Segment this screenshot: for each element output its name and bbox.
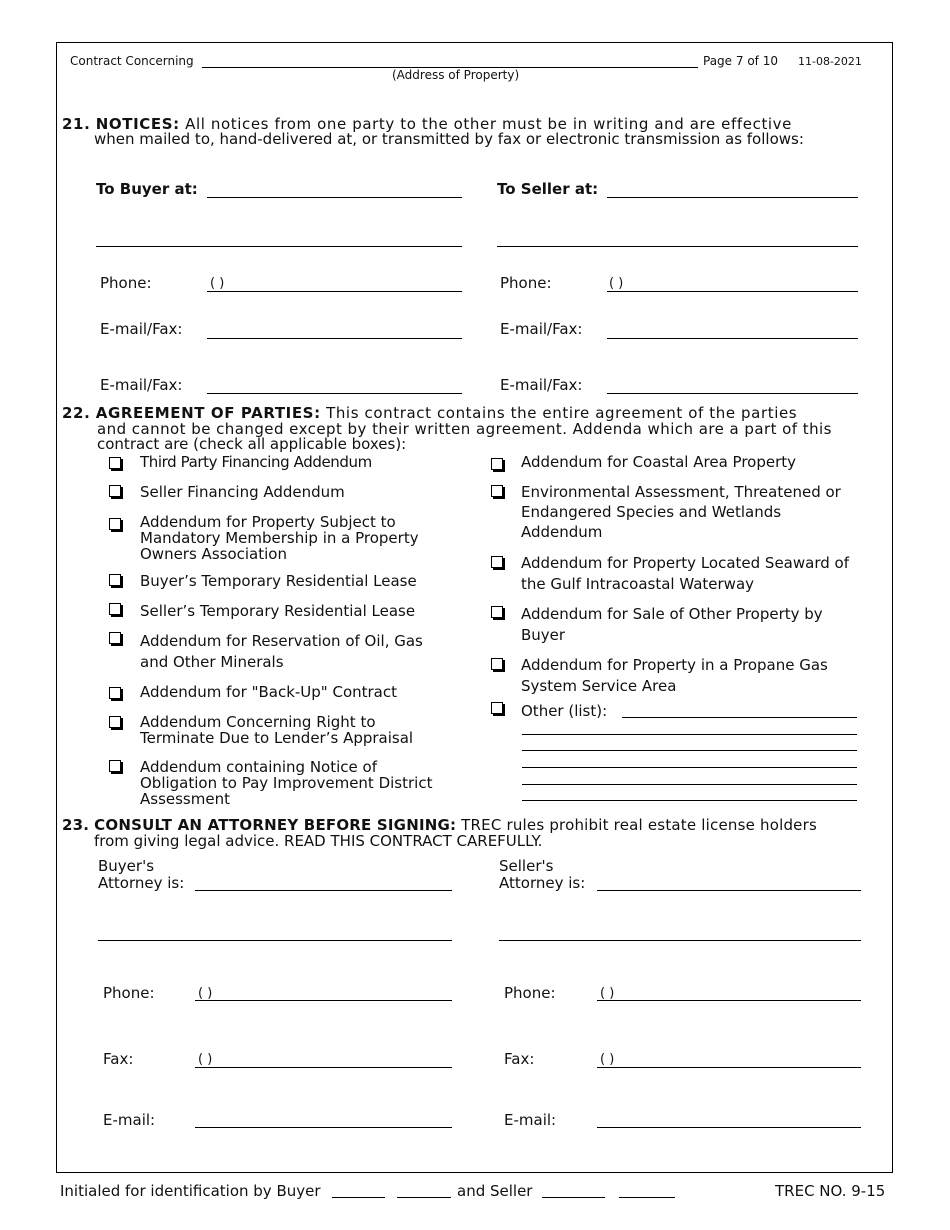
buyer-phone-paren: ( ) xyxy=(210,276,225,291)
buyer-address-field-1[interactable] xyxy=(207,197,462,198)
sellers-attorney-fax-field[interactable] xyxy=(597,1067,861,1068)
seller-email-fax-field-1[interactable] xyxy=(607,338,858,339)
label-improvement-district: Addendum containing Notice of Obligation to Pay Improvement District Assessment xyxy=(140,758,433,808)
seller-email-fax-label-1: E-mail/Fax: xyxy=(500,320,583,338)
page-number: Page 7 of 10 xyxy=(703,54,778,68)
buyers-attorney-phone-paren: ( ) xyxy=(198,986,213,1001)
checkbox-back-up-contract[interactable] xyxy=(109,687,121,699)
buyers-attorney-field-1[interactable] xyxy=(195,890,452,891)
buyers-attorney-label-2: Attorney is: xyxy=(98,874,185,892)
seller-email-fax-label-2: E-mail/Fax: xyxy=(500,376,583,394)
seller-phone-paren: ( ) xyxy=(609,276,624,291)
buyer-email-fax-label-2: E-mail/Fax: xyxy=(100,376,183,394)
label-oil-gas-minerals: Addendum for Reservation of Oil, Gas and Other Minerals xyxy=(140,632,423,671)
agreement-line-3: contract are (check all applicable boxes): xyxy=(97,435,407,453)
attorney-text-2: from giving legal advice. READ THIS CONTRACT CAREFULLY. xyxy=(94,832,543,850)
buyer-address-field-2[interactable] xyxy=(96,246,462,247)
checkbox-sellers-temporary-lease[interactable] xyxy=(109,603,121,615)
contract-concerning-label: Contract Concerning xyxy=(70,54,194,68)
seller-initial-field-1[interactable] xyxy=(542,1197,605,1198)
sellers-attorney-field-2[interactable] xyxy=(499,940,861,941)
seller-address-field-2[interactable] xyxy=(497,246,858,247)
checkbox-oil-gas-minerals[interactable] xyxy=(109,632,121,644)
and-seller-label: and Seller xyxy=(457,1182,533,1200)
label-buyers-temporary-lease: Buyer’s Temporary Residential Lease xyxy=(140,572,417,590)
other-list-field-3[interactable] xyxy=(522,750,857,751)
label-property-owners-association: Addendum for Property Subject to Mandatory Membership in a Property Owners Association xyxy=(140,513,419,563)
sellers-attorney-fax-label: Fax: xyxy=(504,1050,535,1068)
buyer-email-fax-field-1[interactable] xyxy=(207,338,462,339)
attorney-title: CONSULT AN ATTORNEY BEFORE SIGNING: xyxy=(94,816,457,834)
buyers-attorney-phone-field[interactable] xyxy=(195,1000,452,1001)
attorney-number: 23. xyxy=(62,816,90,834)
seller-address-field-1[interactable] xyxy=(607,197,858,198)
label-sellers-temporary-lease: Seller’s Temporary Residential Lease xyxy=(140,602,416,620)
seller-email-fax-field-2[interactable] xyxy=(607,393,858,394)
sellers-attorney-email-label: E-mail: xyxy=(504,1111,557,1129)
trec-form-number: TREC NO. 9-15 xyxy=(775,1182,886,1200)
agreement-line-1: This contract contains the entire agreement of the parties xyxy=(326,404,798,422)
notices-title: NOTICES: xyxy=(95,115,180,133)
sellers-attorney-label-1: Seller's xyxy=(499,857,554,875)
seller-phone-label: Phone: xyxy=(500,274,552,292)
buyer-email-fax-label-1: E-mail/Fax: xyxy=(100,320,183,338)
checkbox-lenders-appraisal[interactable] xyxy=(109,716,121,728)
buyers-attorney-label-1: Buyer's xyxy=(98,857,155,875)
buyers-attorney-fax-paren: ( ) xyxy=(198,1052,213,1067)
other-list-field-2[interactable] xyxy=(522,734,857,735)
checkbox-buyers-temporary-lease[interactable] xyxy=(109,574,121,586)
checkbox-third-party-financing[interactable] xyxy=(109,457,121,469)
sellers-attorney-phone-paren: ( ) xyxy=(600,986,615,1001)
seller-initial-field-2[interactable] xyxy=(619,1197,675,1198)
other-list-field-1[interactable] xyxy=(622,717,857,718)
notices-number: 21. xyxy=(62,115,91,133)
buyers-attorney-fax-label: Fax: xyxy=(103,1050,134,1068)
label-gulf-intracoastal: Addendum for Property Located Seaward of the Gulf Intracoastal Waterway xyxy=(521,554,849,593)
label-third-party-financing: Third Party Financing Addendum xyxy=(140,453,372,471)
agreement-title: AGREEMENT OF PARTIES: xyxy=(95,404,321,422)
checkbox-sale-other-property[interactable] xyxy=(491,606,503,618)
address-caption: (Address of Property) xyxy=(392,68,520,82)
checkbox-environmental-assessment[interactable] xyxy=(491,485,503,497)
label-seller-financing: Seller Financing Addendum xyxy=(140,483,345,501)
form-date: 11-08-2021 xyxy=(798,55,862,68)
to-buyer-label: To Buyer at: xyxy=(96,180,198,198)
sellers-attorney-phone-field[interactable] xyxy=(597,1000,861,1001)
checkbox-gulf-intracoastal[interactable] xyxy=(491,556,503,568)
attorney-text-1: TREC rules prohibit real estate license holders xyxy=(461,816,817,834)
buyers-attorney-phone-label: Phone: xyxy=(103,984,155,1002)
notices-text-2: when mailed to, hand-delivered at, or transmitted by fax or electronic transmission as follows: xyxy=(94,130,804,148)
buyer-email-fax-field-2[interactable] xyxy=(207,393,462,394)
buyer-phone-label: Phone: xyxy=(100,274,152,292)
checkbox-property-owners-association[interactable] xyxy=(109,518,121,530)
agreement-number: 22. xyxy=(62,404,91,422)
sellers-attorney-email-field[interactable] xyxy=(597,1127,861,1128)
label-environmental-assessment: Environmental Assessment, Threatened or Endangered Species and Wetlands Addendum xyxy=(521,483,841,541)
other-list-field-4[interactable] xyxy=(522,767,857,768)
buyers-attorney-field-2[interactable] xyxy=(98,940,452,941)
notices-text-1: All notices from one party to the other must be in writing and are effective xyxy=(185,115,792,133)
label-lenders-appraisal: Addendum Concerning Right to Terminate Due to Lender’s Appraisal xyxy=(140,713,414,747)
agreement-line-2: and cannot be changed except by their written agreement. Addenda which are a part of this xyxy=(97,420,832,438)
checkbox-seller-financing[interactable] xyxy=(109,485,121,497)
initialed-by-buyer-label: Initialed for identification by Buyer xyxy=(60,1182,321,1200)
other-list-field-6[interactable] xyxy=(522,800,857,801)
label-coastal-area: Addendum for Coastal Area Property xyxy=(521,453,797,471)
label-sale-other-property: Addendum for Sale of Other Property by Buyer xyxy=(521,605,823,644)
buyer-initial-field-2[interactable] xyxy=(397,1197,451,1198)
checkbox-other[interactable] xyxy=(491,702,503,714)
buyers-attorney-email-label: E-mail: xyxy=(103,1111,156,1129)
buyers-attorney-email-field[interactable] xyxy=(195,1127,452,1128)
buyers-attorney-fax-field[interactable] xyxy=(195,1067,452,1068)
label-back-up-contract: Addendum for "Back-Up" Contract xyxy=(140,683,397,701)
to-seller-label: To Seller at: xyxy=(497,180,599,198)
label-other-list: Other (list): xyxy=(521,702,608,720)
label-propane-gas: Addendum for Property in a Propane Gas System Service Area xyxy=(521,656,828,695)
seller-phone-field[interactable] xyxy=(607,291,858,292)
sellers-attorney-fax-paren: ( ) xyxy=(600,1052,615,1067)
buyer-initial-field-1[interactable] xyxy=(332,1197,385,1198)
checkbox-coastal-area[interactable] xyxy=(491,458,503,470)
sellers-attorney-phone-label: Phone: xyxy=(504,984,556,1002)
sellers-attorney-label-2: Attorney is: xyxy=(499,874,586,892)
sellers-attorney-field-1[interactable] xyxy=(597,890,861,891)
checkbox-propane-gas[interactable] xyxy=(491,658,503,670)
other-list-field-5[interactable] xyxy=(522,784,857,785)
checkbox-improvement-district[interactable] xyxy=(109,760,121,772)
buyer-phone-field[interactable] xyxy=(207,291,462,292)
